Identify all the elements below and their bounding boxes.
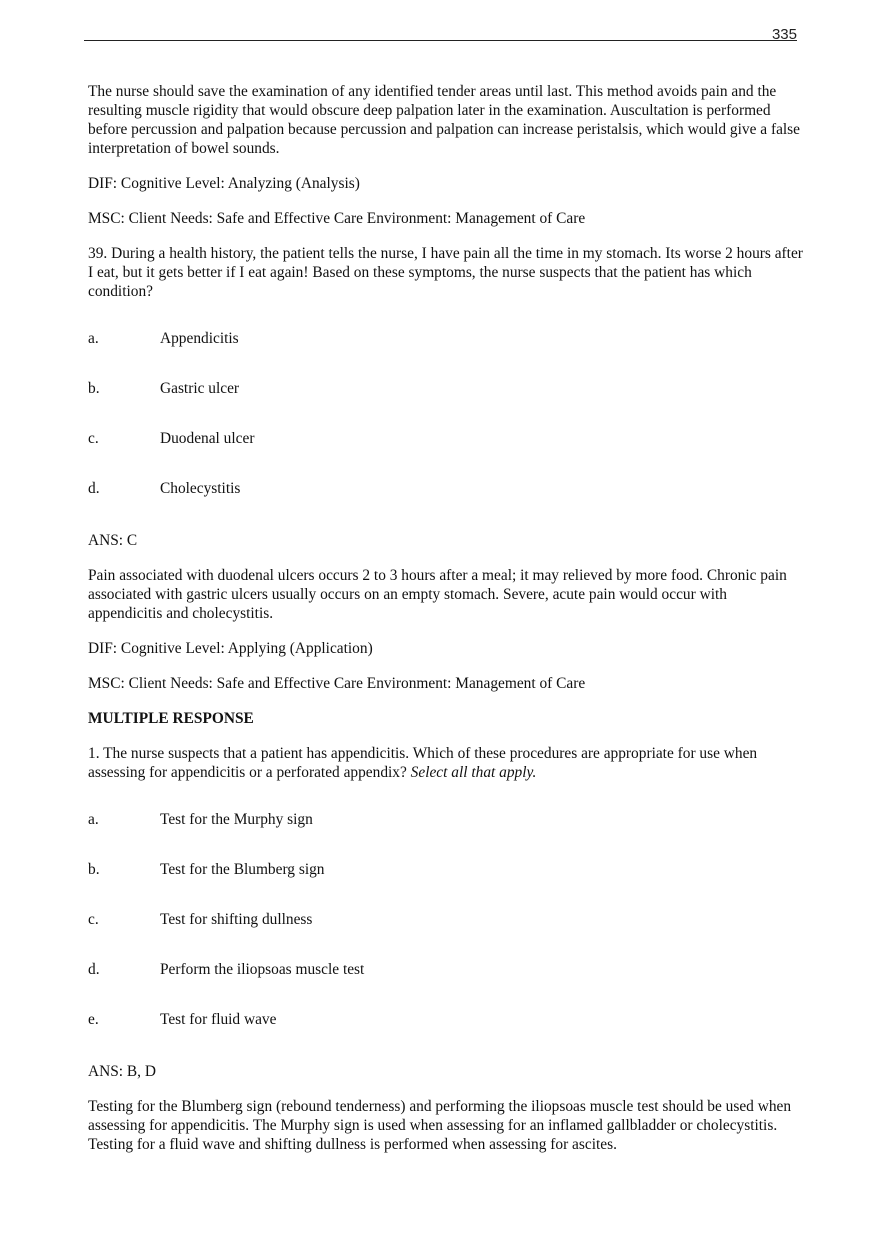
mr1-stem bbox=[88, 744, 804, 782]
q39-option-c bbox=[88, 429, 804, 448]
section-heading: MULTIPLE RESPONSE bbox=[88, 710, 254, 727]
q39-option-d bbox=[88, 479, 804, 498]
prev-dif: DIF: Cognitive Level: Analyzing (Analysis) bbox=[88, 175, 360, 192]
mr1-stem-text: 1. The nurse suspects that a patient has appendicitis. Which of these procedures are appropriate for use when assessing for appendicitis or a perforated appendix? bbox=[88, 745, 758, 781]
mr1-option-letter: e. bbox=[88, 1011, 99, 1028]
q39-option-letter: b. bbox=[88, 380, 100, 397]
mr1-answer: ANS: B, D bbox=[88, 1063, 156, 1080]
q39-option-a bbox=[88, 329, 804, 348]
q39-option-b bbox=[88, 379, 804, 398]
header-rule bbox=[84, 40, 797, 41]
mr1-rationale: Testing for the Blumberg sign (rebound tenderness) and performing the iliopsoas muscle test should be used when assessing for appendicitis. The Murphy sign is used when assessing for an inflamed gallbladder or cholecystitis. Testing for a fluid wave and shifting dullness is performed when assessing for ascites. bbox=[88, 1098, 792, 1153]
mr1-option-letter: b. bbox=[88, 861, 100, 878]
q39-option-text: Gastric ulcer bbox=[160, 380, 240, 397]
q39-answer: ANS: C bbox=[88, 532, 138, 549]
mr1-option-b bbox=[88, 860, 804, 879]
q39-msc: MSC: Client Needs: Safe and Effective Care Environment: Management of Care bbox=[88, 675, 586, 692]
mr1-option-letter: a. bbox=[88, 811, 99, 828]
mr1-option-letter: c. bbox=[88, 911, 99, 928]
mr1-option-text: Perform the iliopsoas muscle test bbox=[160, 961, 365, 978]
q39-option-letter: a. bbox=[88, 330, 99, 347]
mr1-option-d bbox=[88, 960, 804, 979]
q39-stem: 39. During a health history, the patient tells the nurse, I have pain all the time in my stomach. Its worse 2 hours after I eat, but it gets better if I eat again! Based on these symptoms, the nurse suspects that the patient has which condition? bbox=[88, 245, 803, 300]
mr1-option-text: Test for the Blumberg sign bbox=[160, 861, 325, 878]
q39-option-text: Appendicitis bbox=[160, 330, 239, 347]
mr1-option-letter: d. bbox=[88, 961, 100, 978]
page-number: 335 bbox=[771, 26, 797, 43]
mr1-stem-instruction: Select all that apply. bbox=[410, 764, 537, 781]
q39-option-text: Cholecystitis bbox=[160, 480, 241, 497]
prev-rationale: The nurse should save the examination of any identified tender areas until last. This method avoids pain and the resulting muscle rigidity that would obscure deep palpation later in the examination. Auscultation is performed before percussion and palpation because percussion and palpation can increase peristalsis, which would give a false interpretation of bowel sounds. bbox=[88, 83, 800, 157]
mr1-option-e bbox=[88, 1010, 804, 1029]
mr1-option-text: Test for shifting dullness bbox=[160, 911, 313, 928]
mr1-option-text: Test for the Murphy sign bbox=[160, 811, 313, 828]
q39-option-letter: d. bbox=[88, 480, 100, 497]
prev-msc: MSC: Client Needs: Safe and Effective Care Environment: Management of Care bbox=[88, 210, 586, 227]
q39-rationale: Pain associated with duodenal ulcers occurs 2 to 3 hours after a meal; it may relieved by more food. Chronic pain associated with gastric ulcers usually occurs on an empty stomach. Severe, acute pain would occur with appendicitis and cholecystitis. bbox=[88, 567, 787, 622]
mr1-option-a bbox=[88, 810, 804, 829]
q39-dif: DIF: Cognitive Level: Applying (Application) bbox=[88, 640, 373, 657]
mr1-option-c bbox=[88, 910, 804, 929]
mr1-option-text: Test for fluid wave bbox=[160, 1011, 277, 1028]
page-content bbox=[88, 82, 804, 1154]
q39-option-text: Duodenal ulcer bbox=[160, 430, 255, 447]
q39-option-letter: c. bbox=[88, 430, 99, 447]
